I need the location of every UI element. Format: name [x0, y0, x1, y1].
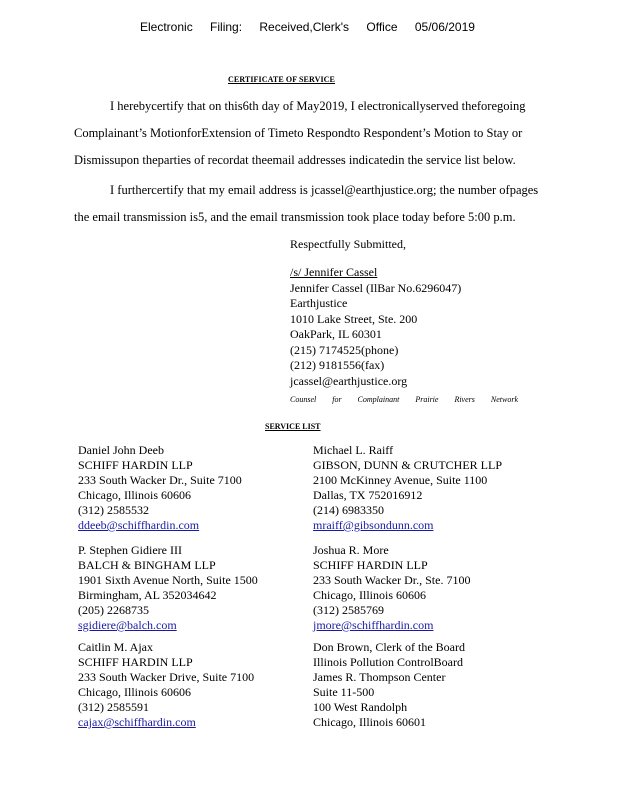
- entry-line: 1901 Sixth Avenue North, Suite 1500: [78, 573, 258, 587]
- signature-block: [290, 265, 461, 389]
- entry-line: BALCH & BINGHAM LLP: [78, 558, 216, 572]
- entry-line: Joshua R. More: [313, 543, 389, 557]
- signature-fax: (212) 9181556(fax): [290, 358, 385, 372]
- entry-line: Dallas, TX 752016912: [313, 488, 423, 502]
- signature-city: OakPark, IL 60301: [290, 327, 382, 341]
- email-link[interactable]: ddeeb@schiffhardin.com: [78, 518, 200, 532]
- entry-line: SCHIFF HARDIN LLP: [78, 655, 193, 669]
- entry-line: Chicago, Illinois 60606: [78, 685, 191, 699]
- entry-line: SCHIFF HARDIN LLP: [313, 558, 428, 572]
- entry-line: James R. Thompson Center: [313, 670, 446, 684]
- certificate-title: CERTIFICATE OF SERVICE: [228, 75, 335, 84]
- entry-line: 233 South Wacker Dr., Ste. 7100: [313, 573, 471, 587]
- entry-line: GIBSON, DUNN & CRUTCHER LLP: [313, 458, 503, 472]
- signature-org: Earthjustice: [290, 296, 348, 310]
- signature-email: jcassel@earthjustice.org: [290, 373, 408, 388]
- entry-line: (205) 2268735: [78, 603, 149, 617]
- entry-line: (312) 2585532: [78, 503, 149, 517]
- entry-line: Chicago, Illinois 60601: [313, 715, 426, 729]
- header-office: Office: [366, 20, 398, 34]
- entry-line: Suite 11-500: [313, 685, 375, 699]
- signature-name: Jennifer Cassel (IlBar No.6296047): [290, 280, 462, 295]
- entry-line: Daniel John Deeb: [78, 443, 164, 457]
- entry-line: 233 South Wacker Drive, Suite 7100: [78, 670, 255, 684]
- email-link[interactable]: jmore@schiffhardin.com: [313, 618, 434, 632]
- signature-line: /s/ Jennifer Cassel: [290, 265, 378, 279]
- entry-line: Chicago, Illinois 60606: [313, 588, 426, 602]
- service-entry-gidiere: [78, 543, 258, 633]
- email-link[interactable]: cajax@schiffhardin.com: [78, 715, 196, 729]
- paragraph-line: Complainant’s MotionforExtension of Timeto Respondto Respondent’s Motion to Stay or: [74, 126, 523, 140]
- entry-line: Illinois Pollution ControlBoard: [313, 655, 464, 669]
- email-link[interactable]: sgidiere@balch.com: [78, 618, 177, 632]
- service-entry-more: [313, 543, 470, 633]
- entry-line: 2100 McKinney Avenue, Suite 1100: [313, 473, 488, 487]
- signature-phone: (215) 7174525(phone): [290, 342, 399, 357]
- counsel-for-line: Counsel for Complainant Prairie Rivers Network: [290, 395, 518, 404]
- entry-line: (312) 2585769: [313, 603, 384, 617]
- entry-line: P. Stephen Gidiere III: [78, 543, 182, 557]
- paragraph-line: I furthercertify that my email address is jcassel@earthjustice.org; the number ofpages: [110, 183, 539, 197]
- signature-closing: Respectfully Submitted,: [290, 237, 406, 251]
- header-electronic: Electronic: [140, 20, 193, 34]
- entry-line: (312) 2585591: [78, 700, 149, 714]
- entry-line: (214) 6983350: [313, 503, 384, 517]
- service-entry-raiff: [313, 443, 502, 533]
- entry-line: Chicago, Illinois 60606: [78, 488, 191, 502]
- paragraph-line: the email transmission is5, and the email transmission took place today before 5:00 p.m.: [74, 210, 516, 224]
- service-entry-brown: [313, 640, 465, 730]
- service-entry-ajax: [78, 640, 254, 730]
- entry-line: Caitlin M. Ajax: [78, 640, 153, 654]
- entry-line: 233 South Wacker Dr., Suite 7100: [78, 473, 242, 487]
- filing-header: [140, 20, 489, 34]
- entry-line: Michael L. Raiff: [313, 443, 394, 457]
- certify-paragraph-1: [74, 93, 574, 174]
- service-list-title: SERVICE LIST: [265, 422, 321, 431]
- entry-line: SCHIFF HARDIN LLP: [78, 458, 193, 472]
- header-date: 05/06/2019: [414, 20, 475, 34]
- certify-paragraph-2: [74, 177, 574, 231]
- paragraph-line: Dismissupon theparties of recordat theemail addresses indicatedin the service list below.: [74, 153, 516, 167]
- email-link[interactable]: mraiff@gibsondunn.com: [313, 518, 434, 532]
- header-received: Received,Clerk's: [259, 20, 350, 34]
- header-filing: Filing:: [210, 20, 243, 34]
- entry-line: 100 West Randolph: [313, 700, 408, 714]
- entry-line: Birmingham, AL 352034642: [78, 588, 217, 602]
- entry-line: Don Brown, Clerk of the Board: [313, 640, 465, 654]
- service-entry-deeb: [78, 443, 242, 533]
- paragraph-line: I herebycertify that on this6th day of May2019, I electronicallyserved theforegoing: [110, 99, 526, 113]
- signature-street: 1010 Lake Street, Ste. 200: [290, 311, 418, 326]
